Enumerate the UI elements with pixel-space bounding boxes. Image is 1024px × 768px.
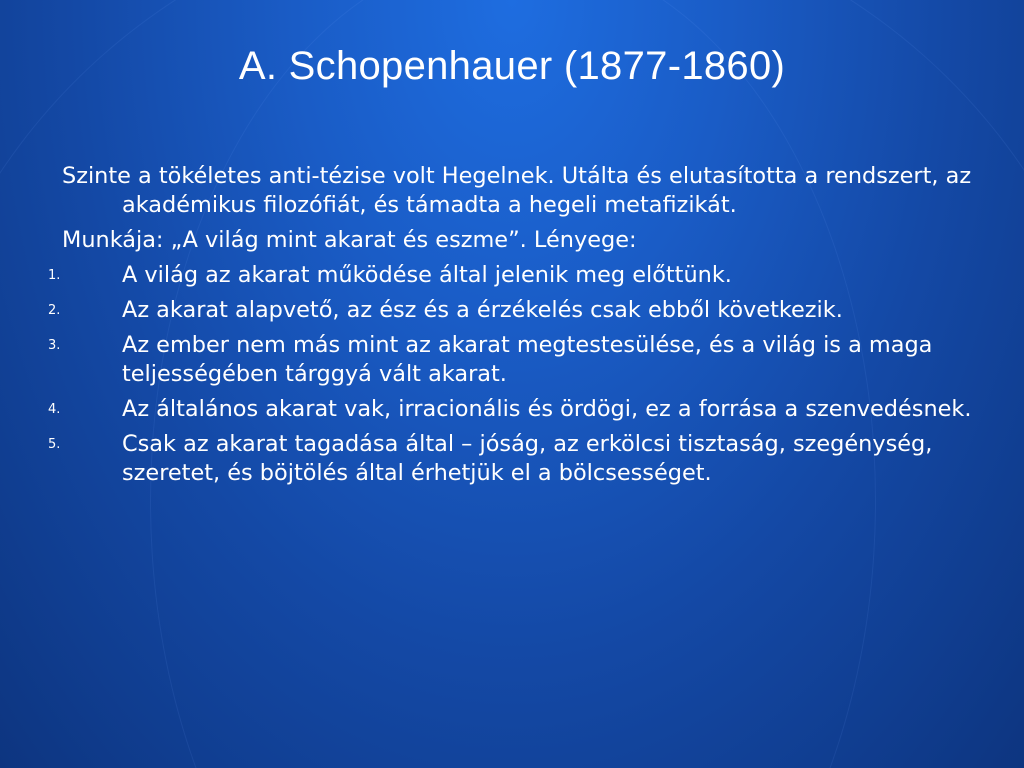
list-number: 3. — [48, 338, 61, 353]
list-item — [48, 296, 1002, 325]
list-item-text: Az akarat alapvető, az ész és a érzékelés csak ebből következik. — [122, 297, 843, 323]
list-item-text: A világ az akarat működése által jelenik meg előttünk. — [122, 262, 732, 288]
list-item — [48, 331, 1002, 389]
list-item — [48, 261, 1002, 290]
list-item — [48, 430, 1002, 488]
work-paragraph: Munkája: „A világ mint akarat és eszme”. Lényege: — [62, 227, 637, 253]
list-number: 1. — [48, 268, 61, 283]
slide-title: A. Schopenhauer (1877-1860) — [238, 44, 786, 88]
list-item-text: Az ember nem más mint az akarat megtestesülése, és a világ is a maga teljességében tárggyá vált akarat. — [122, 332, 933, 387]
list-item-text: Az általános akarat vak, irracionális és ördögi, ez a forrása a szenvedésnek. — [122, 396, 972, 422]
intro-paragraph: Szinte a tökéletes anti-tézise volt Hegelnek. Utálta és elutasította a rendszert, az akadémikus filozófiát, és támadta a hegeli metafizikát. — [62, 163, 972, 218]
slide-body — [48, 162, 1002, 494]
list-item-text: Csak az akarat tagadása által – jóság, az erkölcsi tisztaság, szegénység, szeretet, és böjtölés által érhetjük el a bölcsességet. — [122, 431, 933, 486]
list-number: 4. — [48, 402, 61, 417]
list-item — [48, 395, 1002, 424]
list-number: 5. — [48, 437, 61, 452]
list-number: 2. — [48, 303, 61, 318]
